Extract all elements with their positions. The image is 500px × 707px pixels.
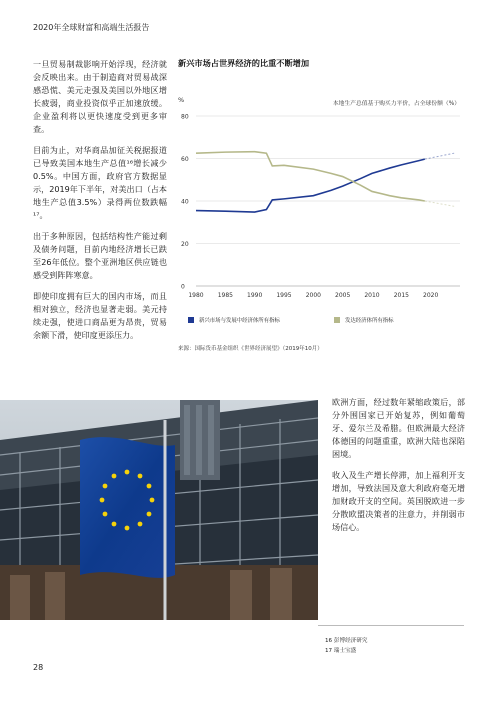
right-paragraph-2: 收入及生产增长停滞，加上福利开支增加，导致法国及意大利政府毫无增加财政开支的空间。英国脱欧进一步分散欧盟决策者的注意力，并削弱市场信心。: [332, 470, 465, 532]
right-paragraph-1: 欧洲方面，经过数年紧缩政策后，部分外围国家已开始复苏，例如葡萄牙、爱尔兰及希腊。但欧洲最大经济体德国的问题重重，欧洲大陆也深陷困境。: [332, 397, 465, 459]
x-tick-label-2015: 2015: [393, 292, 409, 299]
line-chart: [178, 58, 470, 310]
chart-source: 来源：国际货币基金组织《世界经济展望》（2019年10月）: [178, 346, 323, 352]
y-tick-label-20: 20: [181, 241, 189, 248]
left-paragraph-3: 出于多种原因，包括结构性产能过剩及债务问题，目前内地经济增长已跌至26年低位。整个亚洲地区供应链也感受到阵阵寒意。: [33, 231, 167, 280]
left-column-text: [33, 58, 167, 350]
legend-item-advanced: [334, 316, 394, 324]
x-tick-label-1995: 1995: [276, 292, 292, 299]
x-tick-label-1985: 1985: [217, 292, 233, 299]
y-tick-label-40: 40: [181, 198, 189, 206]
y-tick-label-60: 60: [181, 156, 189, 163]
y-axis-unit: %: [178, 96, 185, 104]
legend-swatch-emerging: [188, 317, 194, 323]
footnote-divider: [318, 625, 464, 626]
y-tick-label-0: 0: [181, 283, 185, 291]
right-column-text: [332, 396, 465, 542]
legend-item-emerging: [188, 316, 280, 324]
left-paragraph-1: 一旦贸易制裁影响开始浮现，经济就会反映出来。由于制造商对贸易战深感恐慌、美元走强及美国以外地区增长疲弱，商业投资似乎正加速放缓。企业盈利将以更快速度受到更多审查。: [33, 59, 167, 134]
footnotes: [325, 636, 367, 656]
x-tick-label-2000: 2000: [305, 292, 321, 299]
legend-label-advanced: 发达经济体所有指标: [345, 318, 394, 324]
legend-swatch-advanced: [334, 317, 340, 323]
series-projection-1: [425, 201, 454, 206]
eu-flag-photo: [0, 400, 318, 620]
x-tick-label-2005: 2005: [335, 292, 351, 299]
series-line-1: [196, 152, 425, 201]
x-tick-label-2010: 2010: [364, 292, 380, 299]
x-tick-label-1980: 1980: [188, 292, 204, 299]
running-head: 2020年全球财富和高端生活报告: [33, 23, 150, 32]
series-line-0: [196, 159, 425, 212]
x-tick-label-2020: 2020: [423, 292, 439, 299]
y-axis-note: 本地生产总值基于购买力平价，占全球份额（%）: [332, 101, 460, 107]
left-paragraph-2: 目前为止，对华商品加征关税据报道已导致美国本地生产总值¹⁶增长减少0.5%。中国方面，政府官方数据显示，2019年下半年，对美出口（占本地生产总值3.5%）录得两位数跌幅¹⁷。: [33, 145, 167, 220]
legend-label-emerging: 新兴市场与发展中经济体所有指标: [199, 318, 280, 324]
left-paragraph-4: 即使印度拥有巨大的国内市场，而且相对独立，经济也显著走弱。美元持续走强，使进口商品更为昂贵，贸易余额下滑，使印度更添压力。: [33, 291, 167, 340]
page-number: 28: [33, 663, 44, 672]
chart-title: 新兴市场占世界经济的比重不断增加: [178, 58, 310, 68]
y-tick-label-80: 80: [181, 113, 189, 121]
footnote-17: 17 瑞士宝盛: [325, 648, 357, 654]
chart-container: [178, 58, 470, 358]
x-tick-label-1990: 1990: [247, 292, 263, 299]
footnote-16: 16 彭博经济研究: [325, 638, 368, 644]
